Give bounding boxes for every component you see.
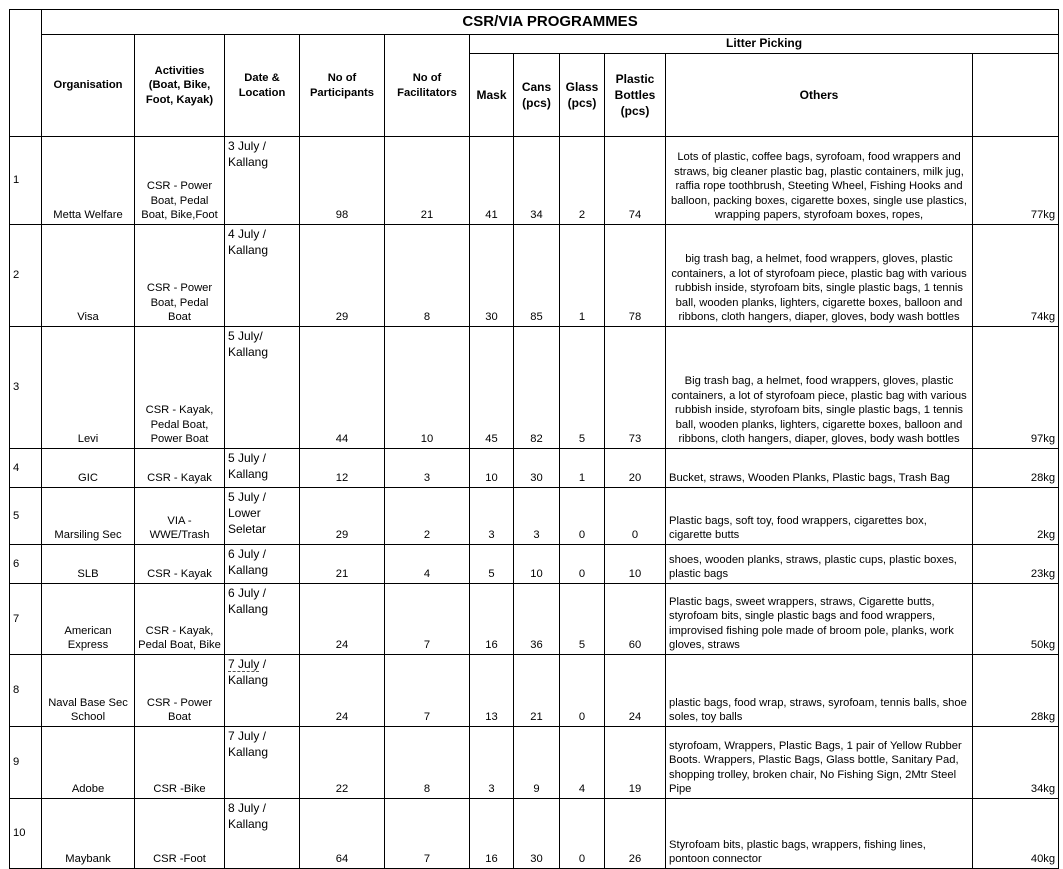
mask-cell: 13 [470,655,514,727]
header-participants: No of Participants [300,35,385,137]
total-litter-cell: 28kg [973,655,1059,727]
table-title: CSR/VIA PROGRAMMES [42,10,1059,35]
table-row [10,545,1059,584]
participants-cell: 64 [300,799,385,869]
facilitators-cell: 21 [385,137,470,225]
table-row [10,327,1059,449]
facilitators-cell: 8 [385,727,470,799]
table-row [10,655,1059,727]
glass-cell: 1 [560,225,605,327]
activities-cell: CSR - Power Boat [135,655,225,727]
date-location-cell: 8 July / Kallang [225,799,300,869]
date-location-cell: 7 July / Kallang [225,727,300,799]
row-number: 6 [10,545,42,584]
header-mask: Mask [470,54,514,137]
facilitators-cell: 2 [385,488,470,545]
others-cell: Lots of plastic, coffee bags, syrofoam, food wrappers and straws, big cleaner plastic bag, plastic containers, milk jug, raffia rope toothbrush, Steeting Wheel, Fishing Hooks and balloon, packing boxes, cigarette boxes, single use plastics, wrapping papers, styrofoam boxes, ropes, [666,137,973,225]
date-day: 7 July [228,657,260,671]
cans-cell: 21 [514,655,560,727]
cans-cell: 3 [514,488,560,545]
plastic-bottles-cell: 0 [605,488,666,545]
facilitators-cell: 8 [385,225,470,327]
table-row [10,449,1059,488]
plastic-bottles-cell: 10 [605,545,666,584]
row-number: 4 [10,449,42,488]
others-cell: styrofoam, Wrappers, Plastic Bags, 1 pair of Yellow Rubber Boots. Wrappers, Plastic Bags, Glass bottle, Sanitary Pad, shopping trolley, broken chair, No Fishing Sign, 2Mtr Steel Pipe [666,727,973,799]
plastic-bottles-cell: 19 [605,727,666,799]
total-litter-cell: 23kg [973,545,1059,584]
header-organisation: Organisation [42,35,135,137]
facilitators-cell: 3 [385,449,470,488]
participants-cell: 44 [300,327,385,449]
table-row [10,137,1059,225]
row-number: 8 [10,655,42,727]
organisation-cell: Naval Base Sec School [42,655,135,727]
table-row [10,488,1059,545]
organisation-cell: Visa [42,225,135,327]
mask-cell: 10 [470,449,514,488]
organisation-cell: Marsiling Sec [42,488,135,545]
mask-cell: 16 [470,799,514,869]
total-litter-cell: 28kg [973,449,1059,488]
table-row [10,584,1059,655]
date-location-cell: 5 July / Kallang [225,449,300,488]
header-others: Others [666,54,973,137]
cans-cell: 10 [514,545,560,584]
mask-cell: 5 [470,545,514,584]
plastic-bottles-cell: 73 [605,327,666,449]
header-glass: Glass (pcs) [560,54,605,137]
total-litter-cell: 40kg [973,799,1059,869]
mask-cell: 3 [470,727,514,799]
activities-cell: CSR - Power Boat, Pedal Boat, Bike,Foot [135,137,225,225]
row-number: 9 [10,727,42,799]
glass-cell: 5 [560,584,605,655]
facilitators-cell: 4 [385,545,470,584]
glass-cell: 1 [560,449,605,488]
table-row [10,799,1059,869]
header-date-location: Date & Location [225,35,300,137]
organisation-cell: American Express [42,584,135,655]
participants-cell: 12 [300,449,385,488]
organisation-cell: Metta Welfare [42,137,135,225]
header-facilitators: No of Facilitators [385,35,470,137]
plastic-bottles-cell: 24 [605,655,666,727]
organisation-cell: Adobe [42,727,135,799]
glass-cell: 0 [560,488,605,545]
plastic-bottles-cell: 26 [605,799,666,869]
date-location-cell [225,655,300,727]
cans-cell: 82 [514,327,560,449]
mask-cell: 3 [470,488,514,545]
participants-cell: 22 [300,727,385,799]
cans-cell: 36 [514,584,560,655]
cans-cell: 9 [514,727,560,799]
activities-cell: CSR - Kayak [135,545,225,584]
glass-cell: 0 [560,655,605,727]
date-location-cell: 6 July / Kallang [225,545,300,584]
plastic-bottles-cell: 60 [605,584,666,655]
others-cell: big trash bag, a helmet, food wrappers, gloves, plastic containers, a lot of styrofoam piece, plastic bag with various rubbish inside, styrofoam bits, single plastic bags, 1 tennis ball, wooden planks, lighters, cigarette boxes, balloon and ribbons, cloth hangers, diaper, gloves, body wash bottles [666,225,973,327]
mask-cell: 41 [470,137,514,225]
activities-cell: CSR -Bike [135,727,225,799]
participants-cell: 29 [300,488,385,545]
mask-cell: 16 [470,584,514,655]
organisation-cell: SLB [42,545,135,584]
plastic-bottles-cell: 78 [605,225,666,327]
header-plastic-bottles: Plastic Bottles (pcs) [605,54,666,137]
total-litter-cell: 2kg [973,488,1059,545]
row-number: 10 [10,799,42,869]
header-cans: Cans (pcs) [514,54,560,137]
participants-cell: 24 [300,584,385,655]
date-location-cell: 5 July/ Kallang [225,327,300,449]
others-cell: Big trash bag, a helmet, food wrappers, gloves, plastic containers, a lot of styrofoam piece, plastic bag with various rubbish inside, styrofoam bits, single plastic bags, 1 tennis ball, wooden planks, lighters, cigarette boxes, balloon and ribbons, cloth hangers, diaper, gloves, body wash bottles [666,327,973,449]
others-cell: Plastic bags, soft toy, food wrappers, cigarettes box, cigarette butts [666,488,973,545]
activities-cell: CSR -Foot [135,799,225,869]
plastic-bottles-cell: 20 [605,449,666,488]
organisation-cell: Levi [42,327,135,449]
activities-cell: VIA - WWE/Trash [135,488,225,545]
total-litter-cell: 34kg [973,727,1059,799]
organisation-cell: GIC [42,449,135,488]
date-location-cell: 4 July / Kallang [225,225,300,327]
others-cell: plastic bags, food wrap, straws, syrofoam, tennis balls, shoe soles, toy balls [666,655,973,727]
cans-cell: 30 [514,449,560,488]
glass-cell: 0 [560,545,605,584]
row-number: 1 [10,137,42,225]
glass-cell: 5 [560,327,605,449]
date-location: / Kallang [228,657,269,688]
activities-cell: CSR - Kayak [135,449,225,488]
participants-cell: 21 [300,545,385,584]
facilitators-cell: 7 [385,655,470,727]
participants-cell: 29 [300,225,385,327]
table-row [10,727,1059,799]
total-litter-cell: 50kg [973,584,1059,655]
row-number: 7 [10,584,42,655]
total-litter-cell: 77kg [973,137,1059,225]
glass-cell: 4 [560,727,605,799]
row-number: 2 [10,225,42,327]
date-location-cell: 6 July / Kallang [225,584,300,655]
plastic-bottles-cell: 74 [605,137,666,225]
header-litter-picking: Litter Picking [470,35,1059,54]
corner-cell [10,10,42,137]
others-cell: Bucket, straws, Wooden Planks, Plastic bags, Trash Bag [666,449,973,488]
date-location-cell: 5 July / Lower Seletar [225,488,300,545]
activities-cell: CSR - Kayak, Pedal Boat, Bike [135,584,225,655]
table-row [10,225,1059,327]
activities-cell: CSR - Power Boat, Pedal Boat [135,225,225,327]
others-cell: Styrofoam bits, plastic bags, wrappers, fishing lines, pontoon connector [666,799,973,869]
facilitators-cell: 10 [385,327,470,449]
facilitators-cell: 7 [385,584,470,655]
cans-cell: 30 [514,799,560,869]
total-litter-cell: 74kg [973,225,1059,327]
header-activities: Activities (Boat, Bike, Foot, Kayak) [135,35,225,137]
total-litter-cell: 97kg [973,327,1059,449]
mask-cell: 45 [470,327,514,449]
date-location-cell: 3 July / Kallang [225,137,300,225]
glass-cell: 2 [560,137,605,225]
organisation-cell: Maybank [42,799,135,869]
row-number: 3 [10,327,42,449]
activities-cell: CSR - Kayak, Pedal Boat, Power Boat [135,327,225,449]
facilitators-cell: 7 [385,799,470,869]
participants-cell: 24 [300,655,385,727]
participants-cell: 98 [300,137,385,225]
cans-cell: 34 [514,137,560,225]
mask-cell: 30 [470,225,514,327]
csr-via-table [9,9,1059,869]
glass-cell: 0 [560,799,605,869]
others-cell: Plastic bags, sweet wrappers, straws, Cigarette butts, styrofoam bits, single plastic bags and food wrappers, improvised fishing pole made of broom pole, planks, work gloves, straws [666,584,973,655]
row-number: 5 [10,488,42,545]
others-cell: shoes, wooden planks, straws, plastic cups, plastic boxes, plastic bags [666,545,973,584]
cans-cell: 85 [514,225,560,327]
